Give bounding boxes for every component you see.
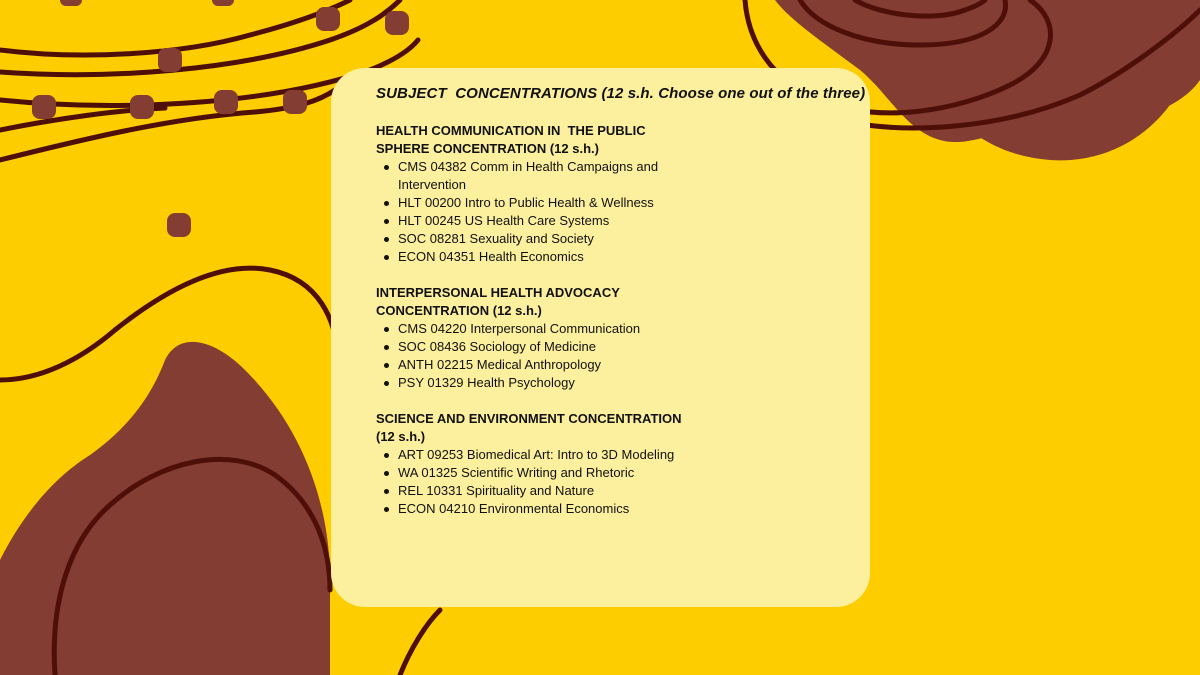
course-item: ART 09253 Biomedical Art: Intro to 3D Modeling [376, 446, 696, 464]
section-health-communication [376, 122, 696, 266]
section-heading: SCIENCE AND ENVIRONMENT CONCENTRATION (12 s.h.) [376, 411, 686, 444]
section-heading: HEALTH COMMUNICATION IN THE PUBLIC SPHERE CONCENTRATION (12 s.h.) [376, 123, 650, 156]
concentrations-card [331, 68, 870, 607]
course-item: SOC 08281 Sexuality and Society [376, 230, 696, 248]
section-science-environment [376, 410, 696, 518]
course-item: PSY 01329 Health Psychology [376, 374, 696, 392]
course-item: ANTH 02215 Medical Anthropology [376, 356, 696, 374]
course-item: SOC 08436 Sociology of Medicine [376, 338, 696, 356]
course-item: CMS 04220 Interpersonal Communication [376, 320, 696, 338]
course-item: ECON 04210 Environmental Economics [376, 500, 696, 518]
course-item: ECON 04351 Health Economics [376, 248, 696, 266]
course-list [376, 446, 696, 518]
course-item: HLT 00200 Intro to Public Health & Wellness [376, 194, 696, 212]
course-item: HLT 00245 US Health Care Systems [376, 212, 696, 230]
section-heading: INTERPERSONAL HEALTH ADVOCACY CONCENTRATION (12 s.h.) [376, 285, 624, 318]
course-item: REL 10331 Spirituality and Nature [376, 482, 696, 500]
card-title: SUBJECT CONCENTRATIONS (12 s.h. Choose one out of the three) [376, 85, 866, 102]
course-list [376, 158, 696, 266]
section-interpersonal-health-advocacy [376, 284, 696, 392]
course-item: CMS 04382 Comm in Health Campaigns and Intervention [376, 158, 696, 194]
course-list [376, 320, 696, 392]
course-item: WA 01325 Scientific Writing and Rhetoric [376, 464, 696, 482]
